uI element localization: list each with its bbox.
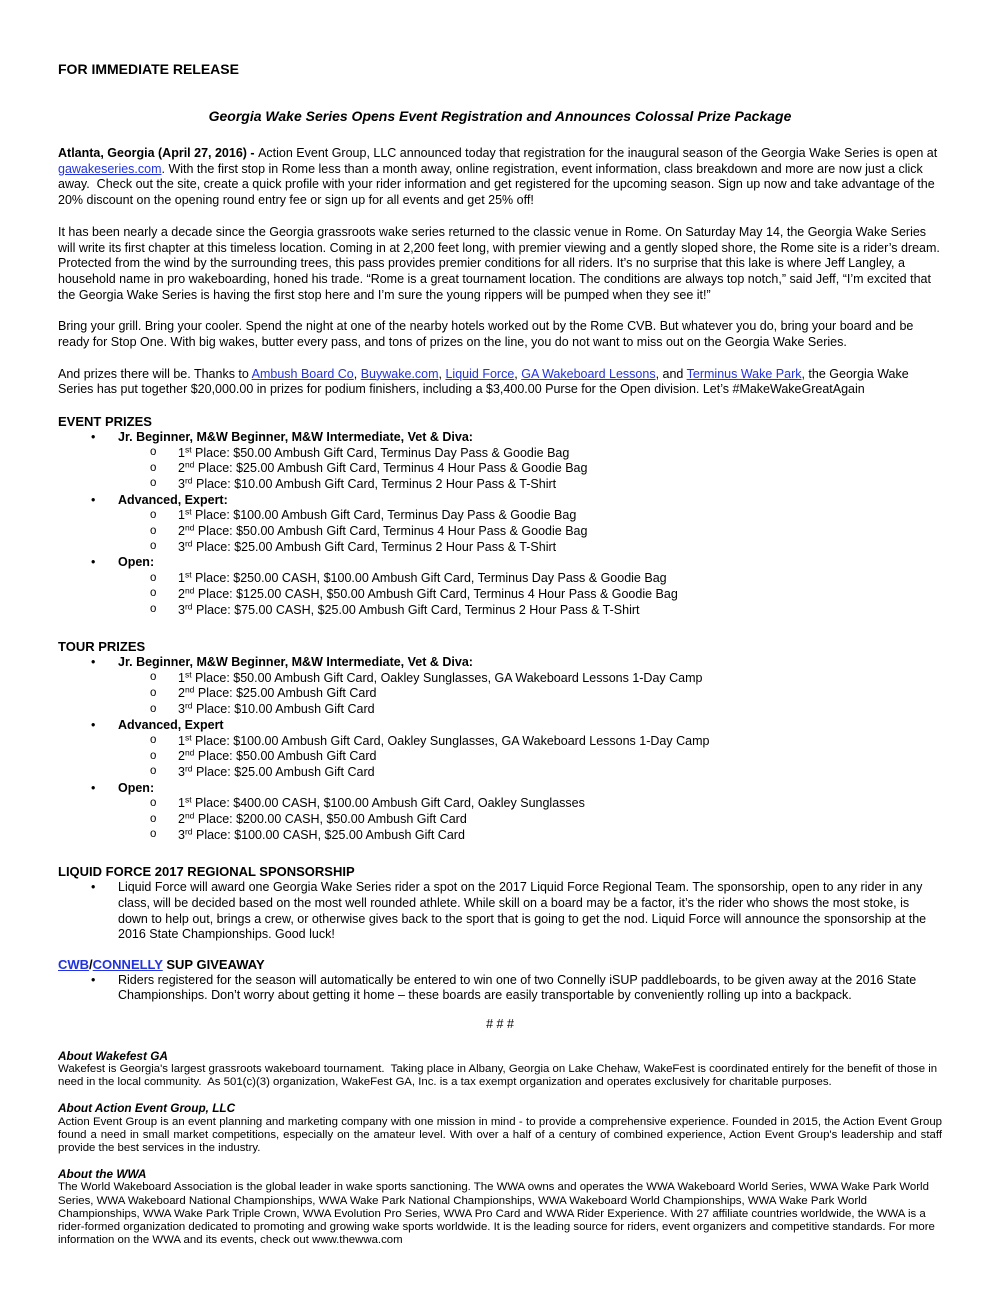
place-number: 2 xyxy=(178,686,185,701)
heading-slash: / xyxy=(89,956,93,972)
prize-item xyxy=(58,540,942,556)
prize-item-text xyxy=(178,477,556,491)
prize-item-text xyxy=(178,524,587,538)
sup-giveaway-bullet-text: Riders registered for the season will automatically be entered to win one of two Connelly iSUP paddleboards, to be given away at the 2016 State Championships. Don’t worry about getting it home – these boards are easily transportable by conveniently rolling up into a backpack. xyxy=(118,972,917,1003)
ordinal-suffix: st xyxy=(184,794,192,805)
place-number: 3 xyxy=(178,764,185,779)
place-number: 2 xyxy=(178,524,185,539)
prize-item-text xyxy=(178,446,569,460)
end-divider: # # # xyxy=(486,1017,514,1032)
prize-group-label: Jr. Beginner, M&W Beginner, M&W Intermediate, Vet & Diva: xyxy=(118,429,473,444)
prize-description: Place: $50.00 Ambush Gift Card, Terminus Day Pass & Goodie Bag xyxy=(191,445,570,460)
liquid-force-link[interactable]: Liquid Force xyxy=(445,366,515,381)
ordinal-suffix: st xyxy=(184,444,192,455)
ordinal-suffix: st xyxy=(184,732,192,742)
place-number: 3 xyxy=(178,602,185,617)
prize-description: Place: $25.00 Ambush Gift Card, Terminus 4 Hour Pass & Goodie Bag xyxy=(194,461,588,476)
place-number: 1 xyxy=(178,508,185,523)
ordinal-suffix: rd xyxy=(184,700,193,711)
prize-item xyxy=(58,477,942,493)
about-wwa-heading: About the WWA xyxy=(58,1167,147,1182)
event-prizes-heading: EVENT PRIZES xyxy=(58,414,152,430)
circle-bullet-icon xyxy=(150,524,156,540)
place-number: 3 xyxy=(178,539,185,554)
ordinal-suffix: rd xyxy=(184,826,193,837)
intro-paragraph-2: It has been nearly a decade since the Georgia grassroots wake series returned to the classic venue in Rome. On Saturday May 14, the Georgia Wake Series will write its first chapter at this timeless location. Coming in at 2,200 feet long, with premier viewing and a gently sloped shore, the Rome site is a rider’s dream. Protected from the wind by the surrounding trees, this pass provides premier conditions for all riders. It’s no surprise that this lake is where Jeff Langley, a household name in pro wakeboarding, honed his trade. “Rome is a great tournament location. The conditions are always top notch,” said Jeff, “I’m excited that the Georgia Wake Series is having the first stop here and I’m sure the young rippers will be pumped when they see it!” xyxy=(58,224,940,302)
ordinal-suffix: nd xyxy=(184,585,195,596)
prize-item-text xyxy=(178,734,709,748)
prize-item-text xyxy=(178,508,576,522)
circle-bullet-icon xyxy=(150,602,156,618)
p4-separator-3: , xyxy=(514,366,522,381)
release-label: FOR IMMEDIATE RELEASE xyxy=(58,61,239,77)
prize-item-text xyxy=(178,702,375,716)
p1-text-after-link: . With the first stop in Rome less than a month away, online registration, event information, class breakdown and more are now just a click away. Check out the site, create a quick profile with your rider information and get registered for the upcoming season. Sign up now and take advantage of the 20% discount on the opening round entry fee or sign up for all events and get 25% off! xyxy=(58,161,939,208)
intro-paragraph-3: Bring your grill. Bring your cooler. Spend the night at one of the nearby hotels worked out by the Rome CVB. But whatever you do, bring your board and be ready for Stop One. With big wakes, butter every pass, and tons of prizes on the line, you do not want to miss out on the Georgia Wake Series. xyxy=(58,319,914,350)
prize-item xyxy=(58,603,942,619)
prize-description: Place: $400.00 CASH, $100.00 Ambush Gift Card, Oakley Sunglasses xyxy=(191,796,585,811)
prize-description: Place: $100.00 Ambush Gift Card, Oakley Sunglasses, GA Wakeboard Lessons 1-Day Camp xyxy=(191,733,710,748)
ordinal-suffix: rd xyxy=(184,538,193,549)
p4-text-after-links: , the Georgia Wake Series has put together $20,000.00 in prizes for podium finishers, including a $3,400.00 Purse for the Open division. Let’s #MakeWakeGreatAgain xyxy=(58,366,909,397)
about-action-event-group-heading: About Action Event Group, LLC xyxy=(58,1101,236,1116)
tour-prizes-heading: TOUR PRIZES xyxy=(58,639,146,655)
prize-item-text xyxy=(178,765,375,779)
ambush-board-co-link[interactable]: Ambush Board Co xyxy=(251,366,354,381)
ordinal-suffix: nd xyxy=(184,810,195,821)
event-prizes-section xyxy=(58,414,942,618)
prize-group-label: Jr. Beginner, M&W Beginner, M&W Intermediate, Vet & Diva: xyxy=(118,654,473,669)
prize-description: Place: $100.00 CASH, $25.00 Ambush Gift Card xyxy=(192,827,465,842)
circle-bullet-icon xyxy=(150,445,156,461)
prize-description: Place: $50.00 Ambush Gift Card xyxy=(194,749,377,764)
bullet-icon xyxy=(91,555,95,571)
bullet-icon xyxy=(91,493,95,509)
bullet-icon xyxy=(91,781,95,797)
prize-item-text xyxy=(178,749,376,763)
prize-group xyxy=(58,493,942,556)
prize-group xyxy=(58,555,942,618)
circle-bullet-icon xyxy=(150,702,156,718)
prize-description: Place: $100.00 Ambush Gift Card, Terminus Day Pass & Goodie Bag xyxy=(191,508,577,523)
prize-description: Place: $50.00 Ambush Gift Card, Oakley Sunglasses, GA Wakeboard Lessons 1-Day Camp xyxy=(191,670,703,685)
circle-bullet-icon xyxy=(150,670,156,686)
bullet-icon xyxy=(91,973,95,989)
ordinal-suffix: rd xyxy=(184,601,193,612)
sup-giveaway-heading-text: SUP GIVEAWAY xyxy=(162,956,265,972)
prize-description: Place: $75.00 CASH, $25.00 Ambush Gift Card, Terminus 2 Hour Pass & T-Shirt xyxy=(192,602,640,617)
ordinal-suffix: nd xyxy=(184,684,195,695)
circle-bullet-icon xyxy=(150,796,156,812)
sup-giveaway-bullet xyxy=(58,973,942,1004)
terminus-wake-park-link[interactable]: Terminus Wake Park xyxy=(686,366,802,381)
ordinal-suffix: nd xyxy=(184,459,195,470)
prize-item-text xyxy=(178,828,465,842)
prize-description: Place: $10.00 Ambush Gift Card, Terminus 2 Hour Pass & T-Shirt xyxy=(192,476,557,491)
p1-text-before-link: Action Event Group, LLC announced today that registration for the inaugural season of the Georgia Wake Series is open at xyxy=(258,146,941,160)
about-wakefest-heading: About Wakefest GA xyxy=(58,1048,168,1063)
prize-group xyxy=(58,430,942,493)
buywake-link[interactable]: Buywake.com xyxy=(360,366,439,381)
prize-item xyxy=(58,828,942,844)
place-number: 1 xyxy=(178,445,185,460)
gawakeseries-link[interactable]: gawakeseries.com xyxy=(58,161,162,176)
circle-bullet-icon xyxy=(150,508,156,524)
p4-separator-1: , xyxy=(353,366,361,381)
prize-description: Place: $25.00 Ambush Gift Card xyxy=(194,686,377,701)
prize-group xyxy=(58,655,942,718)
prize-description: Place: $25.00 Ambush Gift Card xyxy=(192,764,375,779)
about-action-event-group-section xyxy=(58,1102,942,1155)
circle-bullet-icon xyxy=(150,764,156,780)
circle-bullet-icon xyxy=(150,812,156,828)
prize-description: Place: $125.00 CASH, $50.00 Ambush Gift Card, Terminus 4 Hour Pass & Goodie Bag xyxy=(194,586,678,601)
tour-prizes-section xyxy=(58,639,942,843)
prize-item-text xyxy=(178,671,702,685)
prize-item-text xyxy=(178,461,587,475)
about-wakefest-section xyxy=(58,1050,942,1090)
place-number: 2 xyxy=(178,586,185,601)
place-number: 3 xyxy=(178,827,185,842)
place-number: 1 xyxy=(178,733,185,748)
prize-description: Place: $200.00 CASH, $50.00 Ambush Gift Card xyxy=(194,812,467,827)
prize-item-text xyxy=(178,686,376,700)
about-wwa-body: The World Wakeboard Association is the global leader in wake sports sanctioning. The WWA owns and operates the WWA Wakeboard World Series, WWA Wake Park World Series, WWA Wakeboard National Championships, WWA Wake Park National Championships, WWA Wakeboard World Championships, WWA Wake Park World Championships, WWA Wake Park Triple Crown, WWA Evolution Pro Series, WWA Pro Card and WWA Rider Experience. With 27 affiliate countries worldwide, the WWA is a rider-formed organization dedicated to promoting and growing wake sports worldwide. It is the leading source for riders, event organizers and competitive standards. For more information on the WWA and its events, check out www.thewwa.com xyxy=(58,1181,935,1247)
liquid-force-bullet xyxy=(58,880,942,943)
bullet-icon xyxy=(91,655,95,671)
prize-item-text xyxy=(178,812,467,826)
prize-item-text xyxy=(178,796,585,810)
liquid-force-heading: LIQUID FORCE 2017 REGIONAL SPONSORSHIP xyxy=(58,864,355,880)
prize-item-text xyxy=(178,603,640,617)
intro-paragraph-1 xyxy=(58,146,942,209)
prize-item-text xyxy=(178,540,556,554)
about-action-event-group-body: Action Event Group is an event planning and marketing company with one mission in mind - to provide a comprehensive experience. Founded in 2015, the Action Event Group found a need in small market competitions, especially on the amateur level. With over a half of a century of combined experience, Action Event Group's leadership and staff provide the best services in the industry. xyxy=(58,1115,942,1154)
circle-bullet-icon xyxy=(150,749,156,765)
place-number: 2 xyxy=(178,812,185,827)
connelly-link[interactable]: CONNELLY xyxy=(92,956,163,972)
intro-paragraph-4 xyxy=(58,367,942,398)
prize-group-label: Open: xyxy=(118,780,155,795)
place-number: 2 xyxy=(178,461,185,476)
prize-item-text xyxy=(178,587,678,601)
prize-item xyxy=(58,702,942,718)
page-title: Georgia Wake Series Opens Event Registration and Announces Colossal Prize Package xyxy=(208,108,792,124)
circle-bullet-icon xyxy=(150,539,156,555)
place-number: 1 xyxy=(178,670,185,685)
dateline: Atlanta, Georgia (April 27, 2016) - xyxy=(58,146,259,160)
circle-bullet-icon xyxy=(150,476,156,492)
prize-item-text xyxy=(178,571,667,585)
circle-bullet-icon xyxy=(150,461,156,477)
place-number: 2 xyxy=(178,749,185,764)
place-number: 1 xyxy=(178,571,185,586)
prize-group-label: Advanced, Expert: xyxy=(118,492,228,507)
ordinal-suffix: st xyxy=(184,569,192,580)
prize-description: Place: $50.00 Ambush Gift Card, Terminus 4 Hour Pass & Goodie Bag xyxy=(194,524,588,539)
bullet-icon xyxy=(91,718,95,734)
liquid-force-bullet-text: Liquid Force will award one Georgia Wake Series rider a spot on the 2017 Liquid Force Regional Team. The sponsorship, open to any rider in any class, will be decided based on the most well rounded athlete. While skill on a board may be a factor, it’s the rider who shows the most stoke, is down to help out, brings a crew, or otherwise gives back to the sport that is going to get the nod. Liquid Force will announce the sponsorship at the 2016 State Championships. Good luck! xyxy=(118,880,927,942)
place-number: 1 xyxy=(178,796,185,811)
place-number: 3 xyxy=(178,702,185,717)
circle-bullet-icon xyxy=(150,733,156,749)
ga-wakeboard-lessons-link[interactable]: GA Wakeboard Lessons xyxy=(521,366,656,381)
about-wakefest-body: Wakefest is Georgia's largest grassroots wakeboard tournament. Taking place in Albany, Georgia on Lake Chehaw, WakeFest is coordinated entirely for the benefit of those in need in the local community. As 501(c)(3) organization, WakeFest GA, Inc. is a tax exempt organization and operates exclusively for charitable purposes. xyxy=(58,1062,941,1089)
p4-text-before-links: And prizes there will be. Thanks to xyxy=(58,366,252,381)
p4-separator-4: , and xyxy=(655,366,687,381)
about-wwa-section xyxy=(58,1168,942,1247)
liquid-force-section xyxy=(58,864,942,943)
prize-group xyxy=(58,781,942,844)
sup-giveaway-heading xyxy=(58,957,942,973)
ordinal-suffix: nd xyxy=(184,747,195,758)
place-number: 3 xyxy=(178,476,185,491)
prize-group-label: Advanced, Expert xyxy=(118,717,224,732)
cwb-link[interactable]: CWB xyxy=(58,956,90,972)
ordinal-suffix: st xyxy=(184,506,192,517)
circle-bullet-icon xyxy=(150,586,156,602)
prize-group xyxy=(58,718,942,781)
sup-giveaway-section xyxy=(58,957,942,1004)
p4-separator-2: , xyxy=(438,366,446,381)
prize-group-label: Open: xyxy=(118,555,155,570)
prize-description: Place: $250.00 CASH, $100.00 Ambush Gift Card, Terminus Day Pass & Goodie Bag xyxy=(191,571,667,586)
prize-description: Place: $25.00 Ambush Gift Card, Terminus 2 Hour Pass & T-Shirt xyxy=(192,539,557,554)
bullet-icon xyxy=(91,430,95,446)
circle-bullet-icon xyxy=(150,571,156,587)
ordinal-suffix: rd xyxy=(184,763,193,774)
circle-bullet-icon xyxy=(150,827,156,843)
circle-bullet-icon xyxy=(150,686,156,702)
ordinal-suffix: rd xyxy=(184,475,193,486)
ordinal-suffix: st xyxy=(184,669,192,680)
ordinal-suffix: nd xyxy=(184,522,195,533)
prize-description: Place: $10.00 Ambush Gift Card xyxy=(192,702,375,717)
bullet-icon xyxy=(91,880,95,896)
prize-item xyxy=(58,765,942,781)
